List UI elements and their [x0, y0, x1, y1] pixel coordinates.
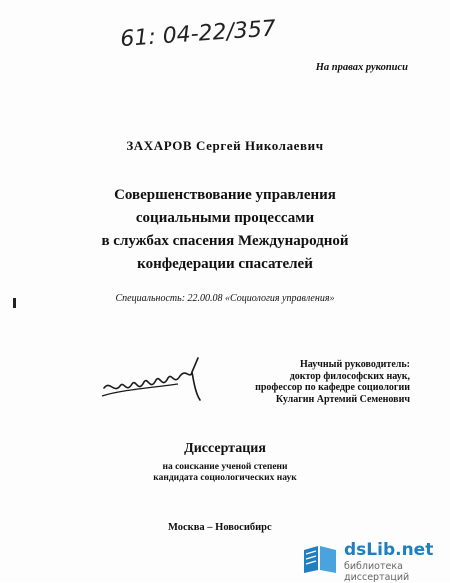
title-line: конфедерации спасателей [137, 256, 313, 272]
supervisor-degree: доктор философских наук, [289, 370, 410, 382]
city-line: Москва – Новосибирс [168, 522, 272, 533]
handwritten-signature [100, 350, 215, 410]
supervisor-label: Научный руководитель: [300, 359, 410, 370]
handwritten-archive-number [118, 8, 298, 52]
watermark-site-name: dsLib.net [344, 540, 434, 560]
degree-line: на соискание ученой степени [162, 462, 288, 472]
degree-description [0, 462, 450, 484]
specialty-line: Специальность: 22.00.08 «Социология управления» [115, 293, 335, 304]
supervisor-position: профессор по кафедре социологии [255, 382, 410, 393]
dissertation-heading: Диссертация [184, 441, 266, 456]
author-name: ЗАХАРОВ Сергей Николаевич [126, 138, 324, 153]
degree-line: кандидата социологических наук [153, 473, 297, 483]
manuscript-rights-note: На правах рукописи [315, 62, 408, 73]
supervisor-name: Кулагин Артемий Семенович [275, 393, 410, 405]
dslib-watermark[interactable] [300, 536, 445, 583]
dissertation-title [0, 184, 450, 276]
title-line: социальными процессами [135, 210, 315, 226]
book-logo-icon [300, 542, 340, 576]
title-line: Совершенствование управления [114, 187, 336, 203]
svg-text:61: 04-22/357: 61: 04-22/357 [119, 16, 277, 52]
title-line: в службах спасения Международной [101, 233, 349, 249]
watermark-subtitle: библиотека диссертаций [344, 561, 410, 583]
scientific-supervisor [255, 359, 410, 405]
